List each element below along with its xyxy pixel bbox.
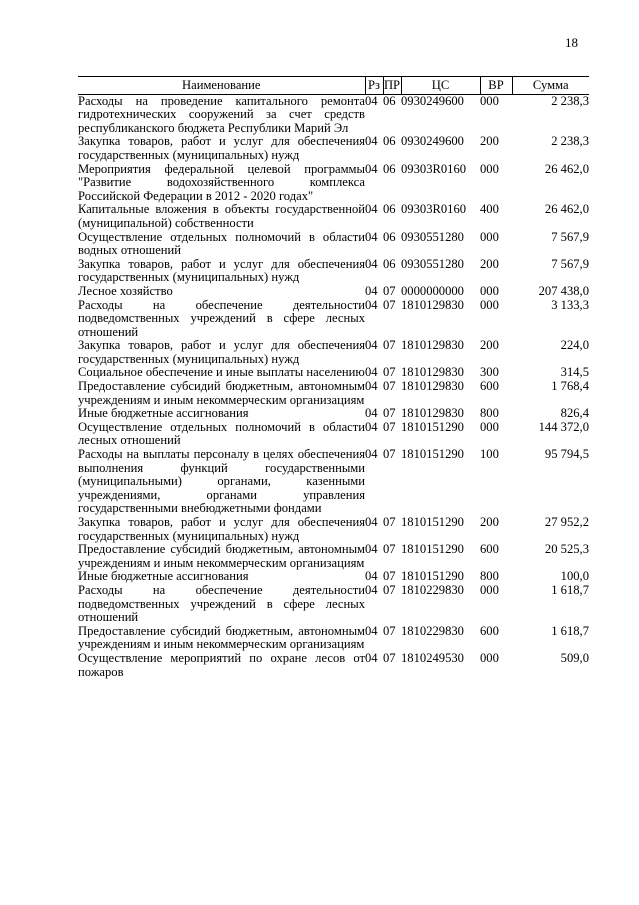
- table-row: [78, 516, 589, 543]
- header-vr: ВР: [480, 77, 512, 95]
- row-vr: 300: [480, 365, 499, 380]
- row-name: Закупка товаров, работ и услуг для обеспечения государственных (муниципальных) нужд: [78, 256, 365, 285]
- row-cs: 09303R0160: [401, 202, 467, 217]
- row-pr: 07: [383, 297, 396, 312]
- row-name: Иные бюджетные ассигнования: [78, 569, 249, 584]
- budget-table: [78, 76, 589, 679]
- row-pr: 06: [383, 229, 396, 244]
- row-name: Иные бюджетные ассигнования: [78, 406, 249, 421]
- table-body: [78, 94, 589, 679]
- row-rz: 04: [365, 406, 378, 421]
- row-pr: 07: [383, 379, 396, 394]
- row-rz: 04: [365, 202, 378, 217]
- row-sum: 2 238,3: [551, 93, 589, 108]
- row-cs: 1810129830: [401, 406, 464, 421]
- row-cs: 1810151290: [401, 569, 464, 584]
- row-name: Закупка товаров, работ и услуг для обеспечения государственных (муниципальных) нужд: [78, 515, 365, 543]
- row-pr: 07: [383, 569, 396, 584]
- row-cs: 0000000000: [401, 283, 464, 298]
- row-sum: 1 768,4: [551, 379, 589, 394]
- row-name: Осуществление отдельных полномочий в области лесных отношений: [78, 419, 365, 448]
- table-row: [78, 339, 589, 366]
- row-cs: 1810129830: [401, 297, 464, 312]
- row-sum: 1 618,7: [551, 582, 589, 597]
- row-vr: 200: [480, 134, 499, 149]
- table-row: [78, 258, 589, 285]
- row-vr: 000: [480, 650, 499, 665]
- row-sum: 20 525,3: [544, 542, 589, 557]
- row-pr: 07: [383, 582, 396, 597]
- row-name: Предоставление субсидий бюджетным, автономным учреждениям и иным некоммерческим организациям: [78, 379, 365, 407]
- row-vr: 000: [480, 161, 499, 176]
- row-sum: 95 794,5: [544, 447, 589, 462]
- row-pr: 06: [383, 256, 396, 271]
- row-name: Капитальные вложения в объекты государственной (муниципальной) собственности: [78, 202, 365, 230]
- header-name: Наименование: [78, 77, 365, 95]
- row-rz: 04: [365, 569, 378, 584]
- row-vr: 600: [480, 542, 499, 557]
- row-name: Социальное обеспечение и иные выплаты населению: [78, 365, 365, 380]
- row-sum: 224,0: [560, 338, 589, 353]
- row-vr: 000: [480, 283, 499, 298]
- table-row: [78, 652, 589, 679]
- row-name: Расходы на обеспечение деятельности подведомственных учреждений в сфере лесных отношений: [78, 297, 365, 339]
- table-row: [78, 231, 589, 258]
- table-row: [78, 203, 589, 230]
- row-rz: 04: [365, 379, 378, 394]
- header-rz: Рз: [365, 77, 383, 95]
- row-name: Закупка товаров, работ и услуг для обеспечения государственных (муниципальных) нужд: [78, 134, 365, 162]
- row-sum: 3 133,3: [551, 297, 589, 312]
- row-name: Предоставление субсидий бюджетным, автономным учреждениям и иным некоммерческим организациям: [78, 623, 365, 652]
- row-rz: 04: [365, 542, 378, 557]
- table-row: [78, 163, 589, 204]
- row-rz: 04: [365, 447, 378, 462]
- row-cs: 0930551280: [401, 256, 464, 271]
- table-row: [78, 94, 589, 135]
- row-pr: 07: [383, 447, 396, 462]
- row-pr: 07: [383, 365, 396, 380]
- row-pr: 07: [383, 623, 396, 638]
- row-sum: 7 567,9: [551, 229, 589, 244]
- row-vr: 100: [480, 447, 499, 462]
- table-row: [78, 366, 589, 380]
- row-name: Расходы на обеспечение деятельности подведомственных учреждений в сфере лесных отношений: [78, 582, 365, 625]
- row-vr: 000: [480, 297, 499, 312]
- table-row: [78, 299, 589, 340]
- header-pr: ПР: [383, 77, 401, 95]
- row-rz: 04: [365, 256, 378, 271]
- row-rz: 04: [365, 419, 378, 434]
- row-pr: 07: [383, 542, 396, 557]
- row-cs: 1810249530: [401, 650, 464, 665]
- row-name: Осуществление отдельных полномочий в области водных отношений: [78, 229, 365, 258]
- row-rz: 04: [365, 229, 378, 244]
- row-sum: 100,0: [560, 569, 589, 584]
- row-sum: 144 372,0: [538, 419, 589, 434]
- table-row: [78, 135, 589, 162]
- row-name: Осуществление мероприятий по охране лесов от пожаров: [78, 650, 365, 679]
- row-sum: 26 462,0: [544, 202, 589, 217]
- row-pr: 07: [383, 283, 396, 298]
- table-row: [78, 584, 589, 625]
- row-pr: 07: [383, 515, 396, 529]
- table-row: [78, 448, 589, 516]
- row-rz: 04: [365, 365, 378, 380]
- row-cs: 1810151290: [401, 515, 464, 529]
- header-sum: Сумма: [512, 77, 589, 95]
- row-cs: 1810129830: [401, 379, 464, 394]
- row-pr: 07: [383, 406, 396, 421]
- row-pr: 07: [383, 650, 396, 665]
- row-sum: 27 952,2: [544, 515, 589, 529]
- row-sum: 207 438,0: [538, 283, 589, 298]
- row-name: Предоставление субсидий бюджетным, автономным учреждениям и иным некоммерческим организациям: [78, 542, 365, 570]
- table-row: [78, 543, 589, 570]
- row-vr: 000: [480, 93, 499, 108]
- row-vr: 400: [480, 202, 499, 217]
- table-row: [78, 285, 589, 299]
- row-sum: 314,5: [560, 365, 589, 380]
- row-rz: 04: [365, 297, 378, 312]
- row-rz: 04: [365, 582, 378, 597]
- row-pr: 07: [383, 338, 396, 353]
- row-name: Мероприятия федеральной целевой программы "Развитие водохозяйственного комплекса Российской Федерации в 2012 - 2020 годах": [78, 161, 365, 203]
- row-rz: 04: [365, 134, 378, 149]
- table-header: [78, 77, 589, 95]
- row-cs: 1810129830: [401, 365, 464, 380]
- row-sum: 26 462,0: [544, 161, 589, 176]
- row-rz: 04: [365, 338, 378, 353]
- row-vr: 200: [480, 256, 499, 271]
- page-number: 18: [565, 35, 578, 50]
- table-row: [78, 625, 589, 652]
- table-row: [78, 380, 589, 407]
- row-pr: 07: [383, 419, 396, 434]
- row-sum: 1 618,7: [551, 623, 589, 638]
- row-cs: 1810229830: [401, 582, 464, 597]
- row-rz: 04: [365, 161, 378, 176]
- row-name: Закупка товаров, работ и услуг для обеспечения государственных (муниципальных) нужд: [78, 338, 365, 366]
- row-name: Лесное хозяйство: [78, 283, 173, 298]
- row-cs: 0930249600: [401, 134, 464, 149]
- row-rz: 04: [365, 93, 378, 108]
- row-sum: 2 238,3: [551, 134, 589, 149]
- table-row: [78, 570, 589, 584]
- row-rz: 04: [365, 650, 378, 665]
- row-vr: 800: [480, 406, 499, 421]
- table-row: [78, 421, 589, 448]
- row-pr: 06: [383, 93, 396, 108]
- row-pr: 06: [383, 202, 396, 217]
- row-cs: 09303R0160: [401, 161, 467, 176]
- row-cs: 1810129830: [401, 338, 464, 353]
- row-rz: 04: [365, 515, 378, 529]
- row-cs: 0930249600: [401, 93, 464, 108]
- row-rz: 04: [365, 623, 378, 638]
- row-vr: 000: [480, 419, 499, 434]
- row-name: Расходы на выплаты персоналу в целях обеспечения выполнения функций государственными (муниципальными) органами, казенными учреждениями, органами управления государственными внебюджетными фондами: [78, 447, 365, 516]
- row-name: Расходы на проведение капитального ремонта гидротехнических сооружений за счет средств республиканского бюджета Республики Марий Эл: [78, 93, 365, 135]
- row-cs: 1810151290: [401, 447, 464, 462]
- row-pr: 06: [383, 161, 396, 176]
- header-cs: ЦС: [401, 77, 480, 95]
- row-rz: 04: [365, 283, 378, 298]
- row-vr: 800: [480, 569, 499, 584]
- row-vr: 000: [480, 229, 499, 244]
- row-vr: 200: [480, 338, 499, 353]
- row-vr: 000: [480, 582, 499, 597]
- row-cs: 1810229830: [401, 623, 464, 638]
- row-pr: 06: [383, 134, 396, 149]
- table-row: [78, 407, 589, 421]
- row-sum: 826,4: [560, 406, 589, 421]
- row-vr: 200: [480, 515, 499, 529]
- row-cs: 1810151290: [401, 419, 464, 434]
- row-vr: 600: [480, 379, 499, 394]
- row-sum: 7 567,9: [551, 256, 589, 271]
- row-sum: 509,0: [560, 650, 589, 665]
- row-cs: 0930551280: [401, 229, 464, 244]
- row-vr: 600: [480, 623, 499, 638]
- row-cs: 1810151290: [401, 542, 464, 557]
